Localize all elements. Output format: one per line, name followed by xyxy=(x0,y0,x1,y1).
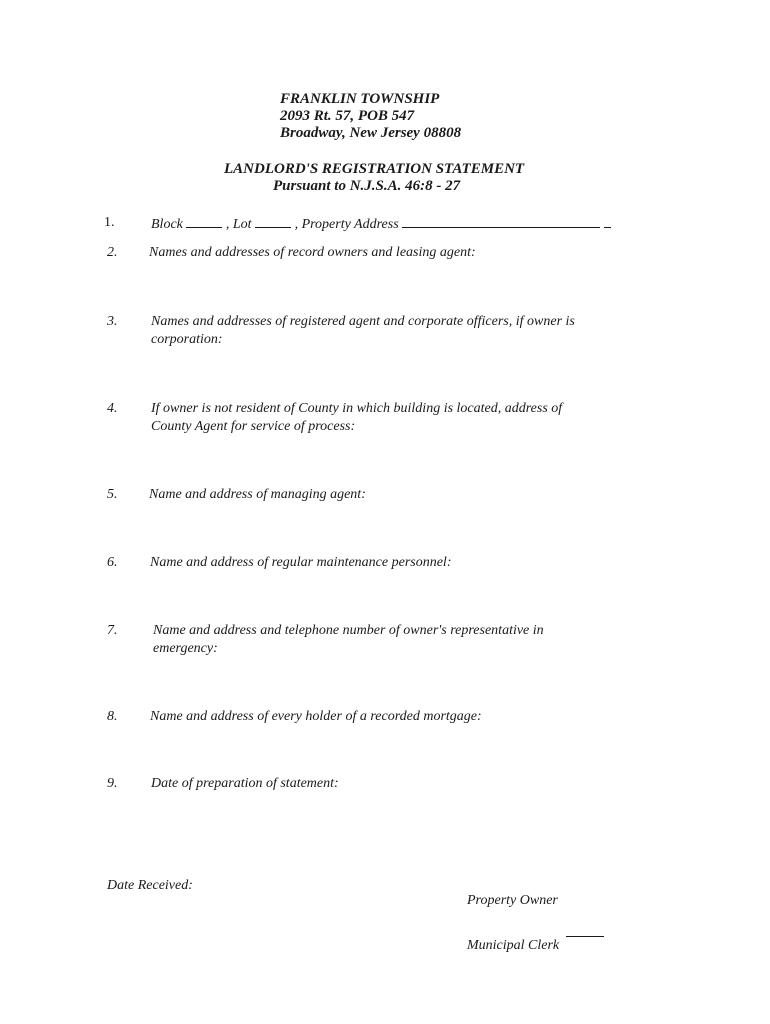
lot-field[interactable] xyxy=(255,215,291,228)
item-6-text: Name and address of regular maintenance personnel: xyxy=(150,555,452,570)
property-address-field[interactable] xyxy=(402,215,600,228)
item-4-text-line1: If owner is not resident of County in which building is located, address of xyxy=(151,401,563,416)
item-3-text-line2: corporation: xyxy=(151,332,223,347)
block-label: Block xyxy=(151,217,183,232)
item-8-number: 8. xyxy=(107,709,118,724)
item-3-text-line1: Names and addresses of registered agent and corporate officers, if owner is xyxy=(151,314,575,329)
township-name: FRANKLIN TOWNSHIP xyxy=(280,91,440,107)
item-1-number: 1. xyxy=(104,215,115,230)
item-5-number: 5. xyxy=(107,487,118,502)
property-owner-label: Property Owner xyxy=(467,893,558,908)
item-7-number: 7. xyxy=(107,623,118,638)
form-title: LANDLORD'S REGISTRATION STATEMENT xyxy=(224,161,525,177)
municipal-clerk-label: Municipal Clerk xyxy=(467,938,560,953)
item-4-text-line2: County Agent for service of process: xyxy=(151,419,356,434)
clerk-signature-line xyxy=(566,936,604,937)
block-field[interactable] xyxy=(186,215,222,228)
form-subtitle: Pursuant to N.J.S.A. 46:8 - 27 xyxy=(273,178,461,194)
property-address-field-end xyxy=(604,215,611,228)
item-7-text-line1: Name and address and telephone number of owner's representative in xyxy=(153,623,544,638)
lot-label: , Lot xyxy=(225,217,252,232)
item-9-number: 9. xyxy=(107,776,118,791)
item-2-number: 2. xyxy=(107,245,118,260)
township-city-address: Broadway, New Jersey 08808 xyxy=(280,125,462,141)
item-2-text: Names and addresses of record owners and leasing agent: xyxy=(149,245,476,260)
item-6-number: 6. xyxy=(107,555,118,570)
item-8-text: Name and address of every holder of a recorded mortgage: xyxy=(150,709,482,724)
property-address-label: , Property Address xyxy=(294,217,399,232)
date-received-label: Date Received: xyxy=(107,878,193,893)
item-3-number: 3. xyxy=(107,314,118,329)
item-5-text: Name and address of managing agent: xyxy=(149,487,366,502)
item-4-number: 4. xyxy=(107,401,118,416)
item-7-text-line2: emergency: xyxy=(153,641,218,656)
item-1-line xyxy=(151,215,611,234)
item-9-text: Date of preparation of statement: xyxy=(151,776,339,791)
township-street-address: 2093 Rt. 57, POB 547 xyxy=(280,108,415,124)
